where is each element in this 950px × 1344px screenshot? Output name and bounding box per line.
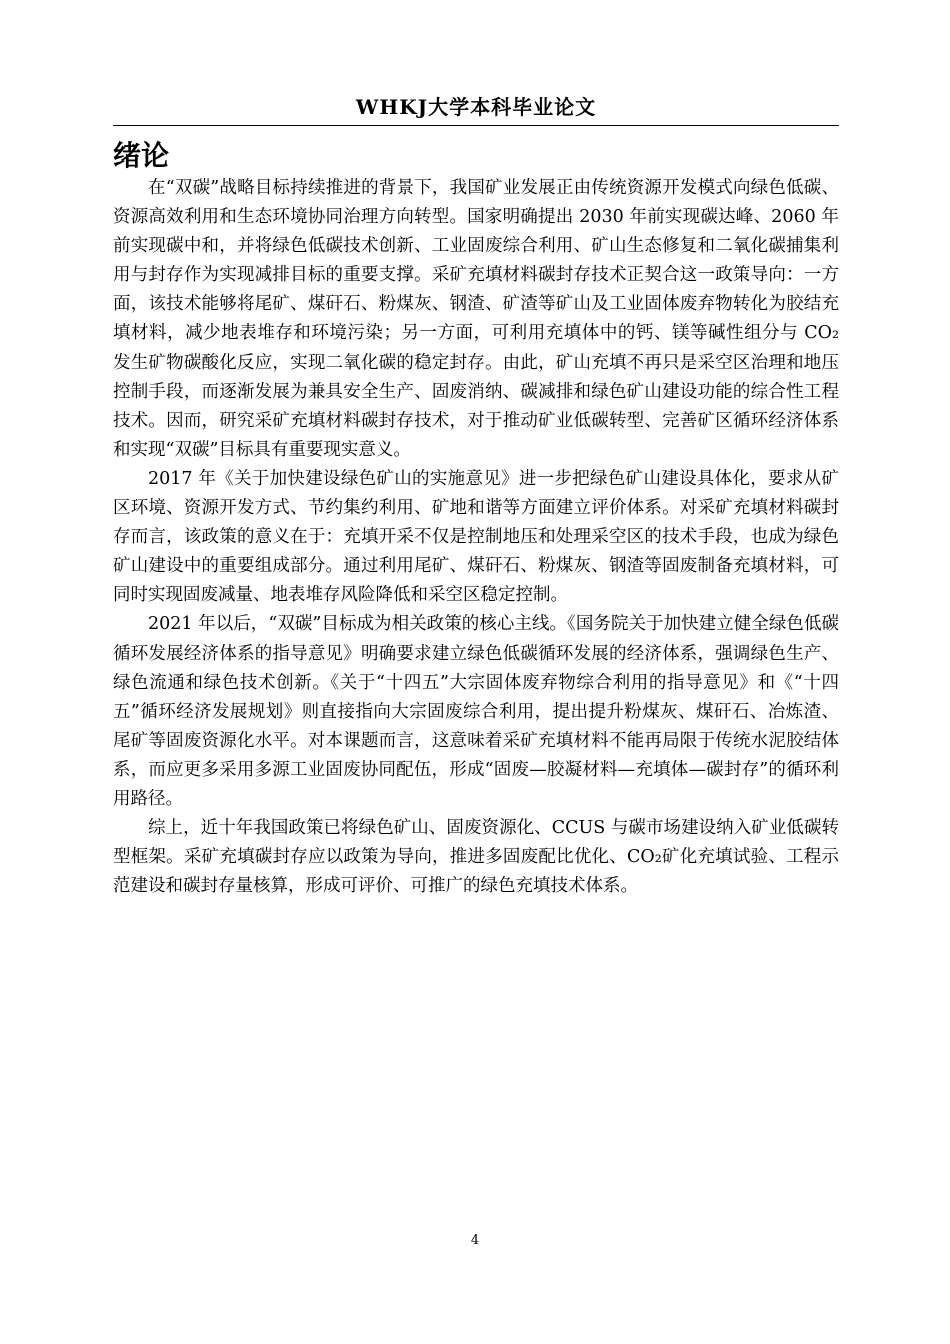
paragraph: 在“双碳”战略目标持续推进的背景下，我国矿业发展正由传统资源开发模式向绿色低碳、资源高效利用和生态环境协同治理方向转型。国家明确提出 2030 年前实现碳达峰、2060 年前实现碳中和，并将绿色低碳技术创新、工业固废综合利用、矿山生态修复和二氧化碳捕集利用与封存作为实现减排目标的重要支撑。采矿充填材料碳封存技术正契合这一政策导向：一方面，该技术能够将尾矿、煤矸石、粉煤灰、钢渣、矿渣等矿山及工业固体废弃物转化为胶结充填材料，减少地表堆存和环境污染；另一方面，可利用充填体中的钙、镁等碱性组分与 CO₂ 发生矿物碳酸化反应，实现二氧化碳的稳定封存。由此，矿山充填不再只是采空区治理和地压控制手段，而逐渐发展为兼具安全生产、固废消纳、碳减排和绿色矿山建设功能的综合性工程技术。因而，研究采矿充填材料碳封存技术，对于推动矿业低碳转型、完善矿区循环经济体系和实现“双碳”目标具有重要现实意义。 [113, 178, 839, 460]
body-text [113, 174, 839, 901]
running-header: WHKJ大学本科毕业论文 [355, 95, 597, 119]
paragraph: 综上，近十年我国政策已将绿色矿山、固废资源化、CCUS 与碳市场建设纳入矿业低碳转型框架。采矿充填碳封存应以政策为导向，推进多固废配比优化、CO₂矿化充填试验、工程示范建设和碳封存量核算，形成可评价、可推广的绿色充填技术体系。 [113, 818, 839, 897]
page-number: 4 [470, 1233, 480, 1248]
section-title: 绪论 [113, 139, 170, 172]
paragraph: 2021 年以后，“双碳”目标成为相关政策的核心主线。《国务院关于加快建立健全绿色低碳循环发展经济体系的指导意见》明确要求建立绿色低碳循环发展的经济体系，强调绿色生产、绿色流通和绿色技术创新。《关于“十四五”大宗固体废弃物综合利用的指导意见》和《“十四五”循环经济发展规划》则直接指向大宗固废综合利用，提出提升粉煤灰、煤矸石、冶炼渣、尾矿等固废资源化水平。对本课题而言，这意味着采矿充填材料不能再局限于传统水泥胶结体系，而应更多采用多源工业固废协同配伍，形成“固废—胶凝材料—充填体—碳封存”的循环利用路径。 [113, 614, 839, 809]
header-rule [113, 125, 839, 126]
paragraph: 2017 年《关于加快建设绿色矿山的实施意见》进一步把绿色矿山建设具体化，要求从矿区环境、资源开发方式、节约集约利用、矿地和谐等方面建立评价体系。对采矿充填材料碳封存而言，该政策的意义在于：充填开采不仅是控制地压和处理采空区的技术手段，也成为绿色矿山建设中的重要组成部分。通过利用尾矿、煤矸石、粉煤灰、钢渣等固废制备充填材料，可同时实现固废减量、地表堆存风险降低和采空区稳定控制。 [113, 468, 839, 606]
